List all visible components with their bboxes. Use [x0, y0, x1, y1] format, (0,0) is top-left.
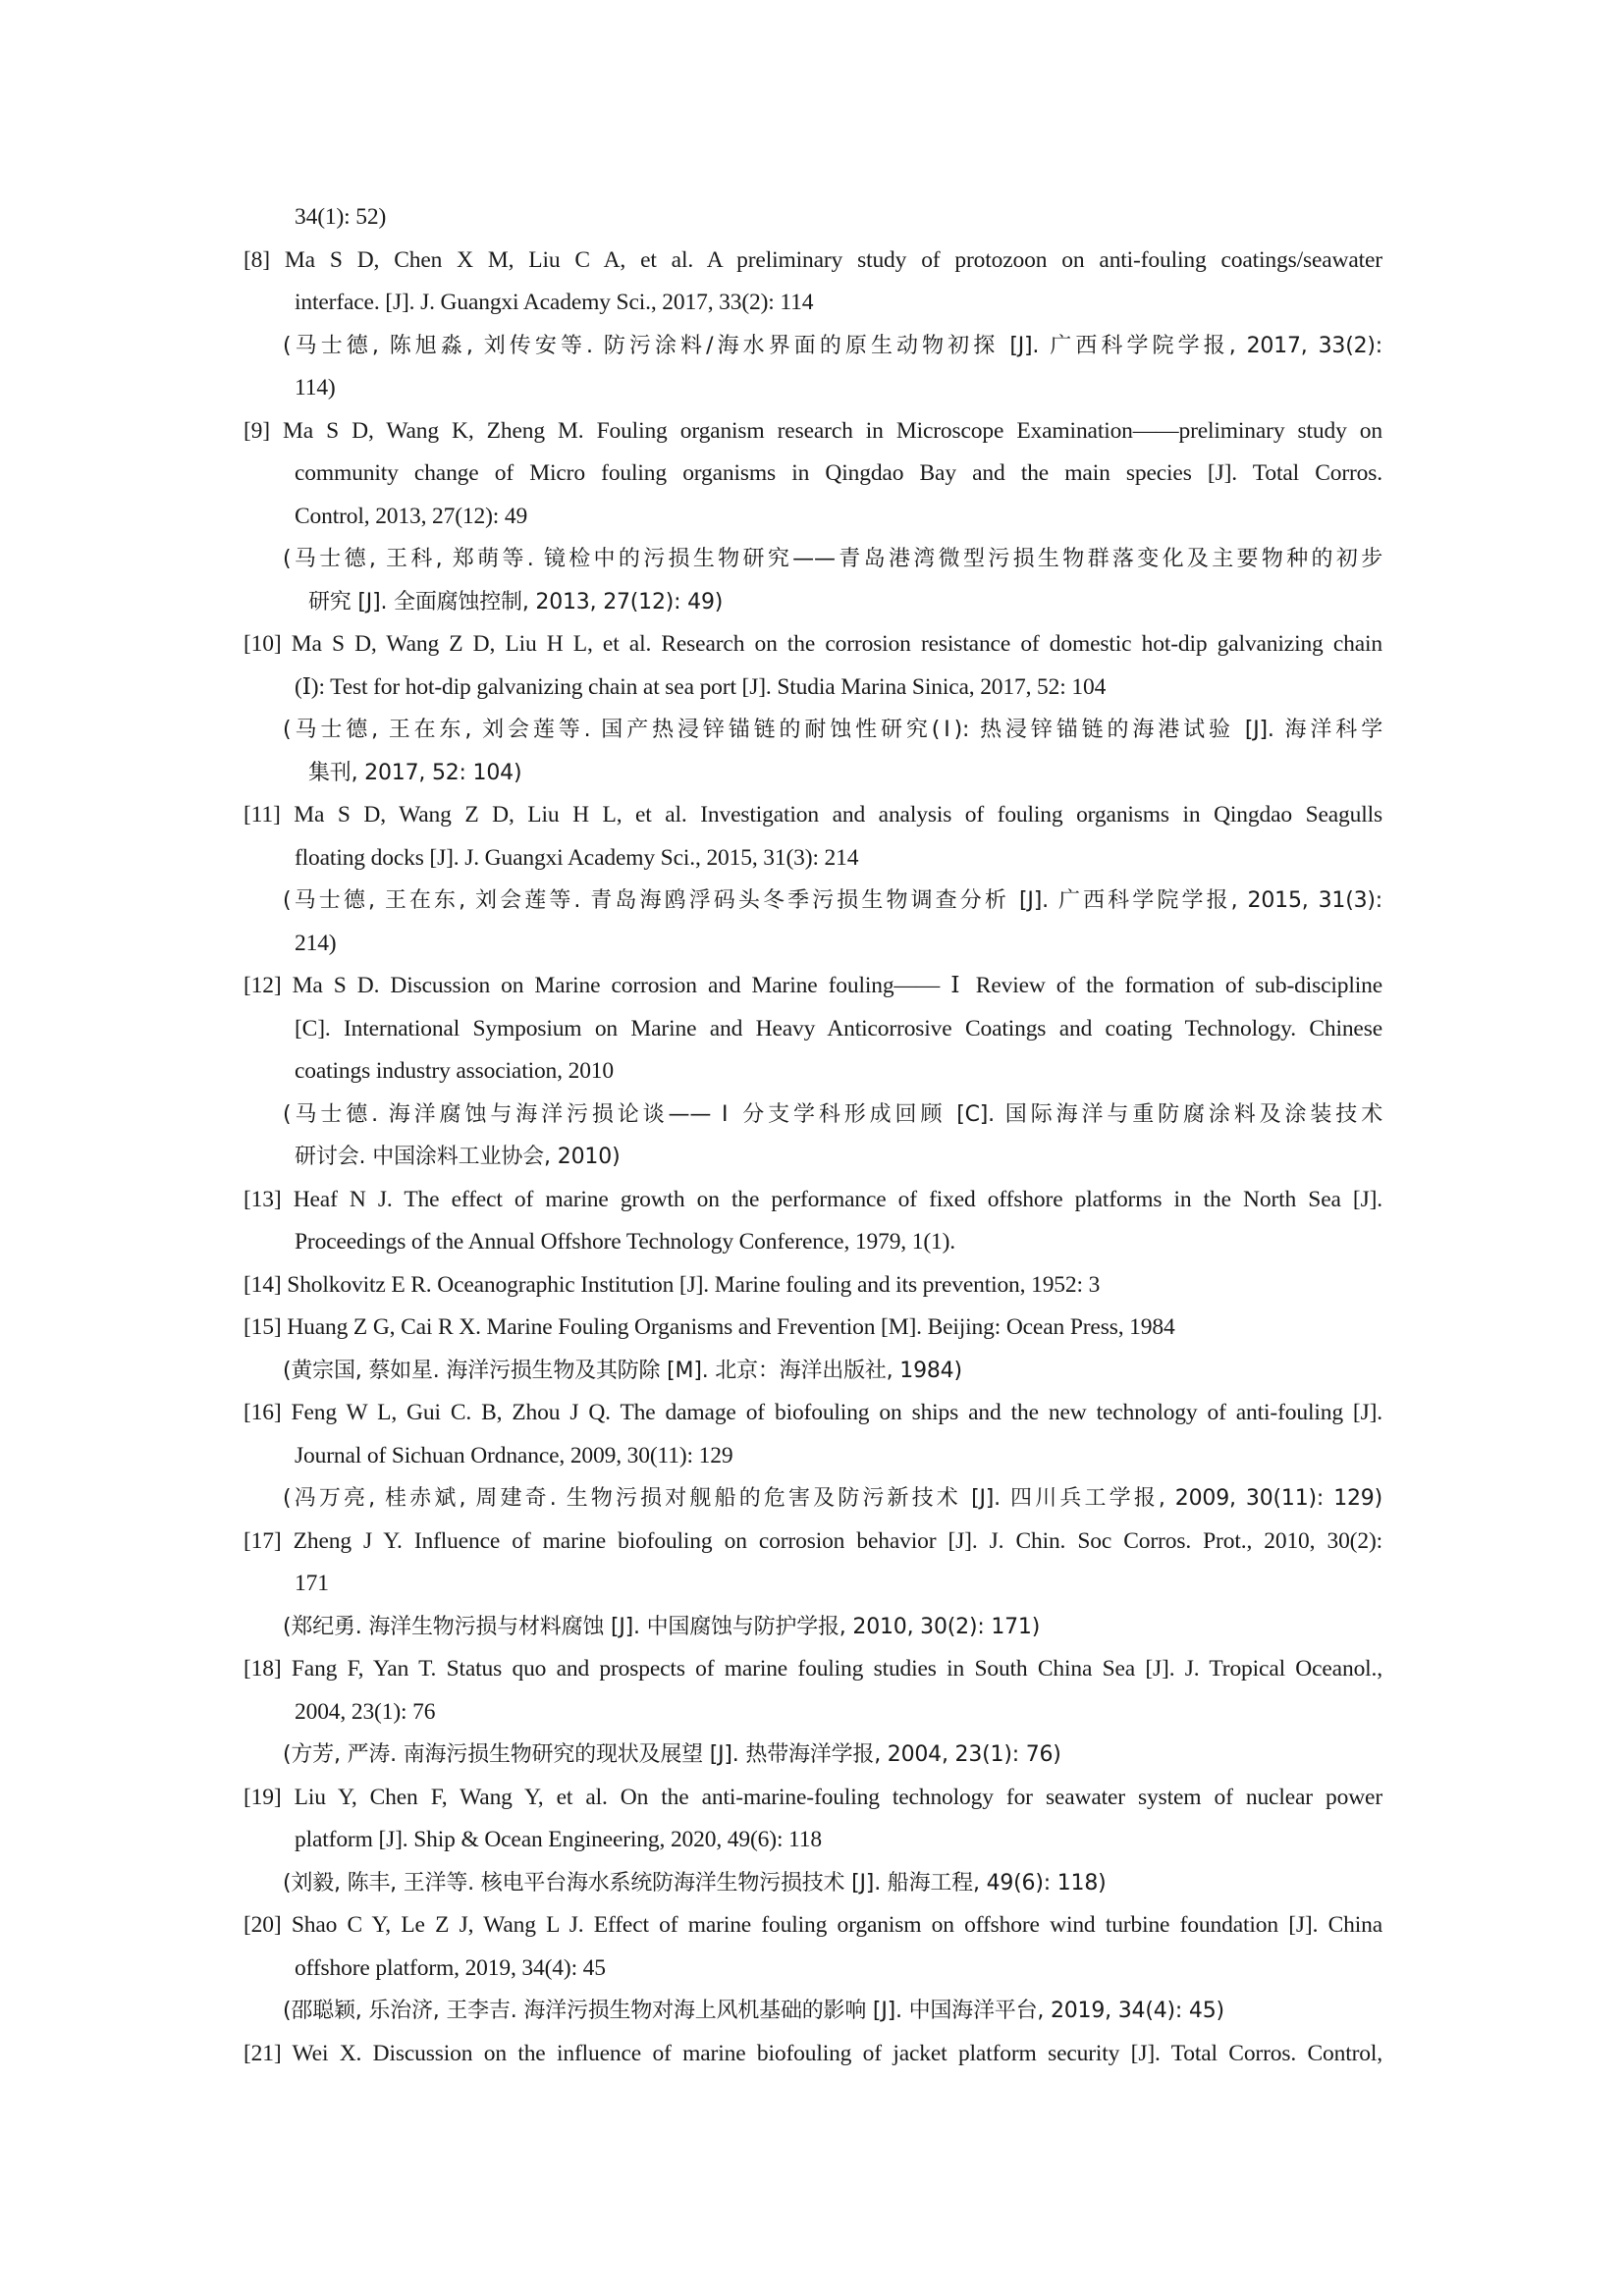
reference-line: (Ⅰ): Test for hot-dip galvanizing chain at sea port [J]. Studia Marina Sinica, 2017, 52: 104: [295, 673, 1107, 700]
reference-line: (马士德, 王在东, 刘会莲等. 青岛海鸥浮码头冬季污损生物调查分析 [J]. 广西科学院学报, 2015, 31(3):: [283, 888, 1382, 913]
reference-line: 研讨会. 中国涂料工业协会, 2010): [295, 1145, 621, 1169]
reference-line: (马士德, 王在东, 刘会莲等. 国产热浸锌锚链的耐蚀性研究(Ⅰ): 热浸锌锚链的海港试验 [J]. 海洋科学: [283, 718, 1382, 742]
reference-line: coatings industry association, 2010: [295, 1058, 615, 1084]
reference-line: 2004, 23(1): 76: [295, 1698, 436, 1725]
reference-line: community change of Micro fouling organisms in Qingdao Bay and the main species [J]. Total Corros.: [295, 460, 1382, 486]
reference-line: [13] Heaf N J. The effect of marine growth on the performance of fixed offshore platforms in the North Sea [J].: [244, 1186, 1382, 1212]
reference-line: [14] Sholkovitz E R. Oceanographic Institution [J]. Marine fouling and its prevention, 1952: 3: [244, 1271, 1101, 1298]
reference-line: platform [J]. Ship & Ocean Engineering, 2020, 49(6): 118: [295, 1827, 822, 1852]
reference-line: (郑纪勇. 海洋生物污损与材料腐蚀 [J]. 中国腐蚀与防护学报, 2010, 30(2): 171): [283, 1614, 1041, 1639]
reference-line: [11] Ma S D, Wang Z D, Liu H L, et al. Investigation and analysis of fouling organisms in Qingdao Seagulls: [244, 802, 1382, 828]
reference-line: (刘毅, 陈丰, 王洋等. 核电平台海水系统防海洋生物污损技术 [J]. 船海工程, 49(6): 118): [283, 1870, 1107, 1896]
reference-line: [8] Ma S D, Chen X M, Liu C A, et al. A preliminary study of protozoon on anti-fouling coatings/seawater: [244, 246, 1382, 273]
reference-line: 171: [295, 1571, 329, 1596]
reference-line: Proceedings of the Annual Offshore Technology Conference, 1979, 1(1).: [295, 1229, 956, 1255]
reference-line: (马士德. 海洋腐蚀与海洋污损论谈—— Ⅰ 分支学科形成回顾 [C]. 国际海洋与重防腐涂料及涂装技术: [283, 1101, 1382, 1127]
reference-line: (黄宗国, 蔡如星. 海洋污损生物及其防除 [M]. 北京：海洋出版社, 1984): [283, 1358, 962, 1383]
reference-line: 214): [295, 930, 337, 956]
reference-line: (冯万亮, 桂赤斌, 周建奇. 生物污损对舰船的危害及防污新技术 [J]. 四川兵工学报, 2009, 30(11): 129): [283, 1486, 1382, 1511]
reference-line: [15] Huang Z G, Cai R X. Marine Fouling Organisms and Frevention [M]. Beijing: Ocean Press, 1984: [244, 1314, 1175, 1340]
reference-line: floating docks [J]. J. Guangxi Academy Sci., 2015, 31(3): 214: [295, 844, 859, 871]
reference-line: [21] Wei X. Discussion on the influence of marine biofouling of jacket platform security [J]. Total Corros. Control,: [244, 2040, 1382, 2066]
reference-list: [244, 196, 1382, 2075]
reference-line: Journal of Sichuan Ordnance, 2009, 30(11): 129: [295, 1442, 733, 1468]
reference-line: 34(1): 52): [295, 204, 387, 230]
reference-line: offshore platform, 2019, 34(4): 45: [295, 1954, 606, 1981]
reference-line: (马士德, 陈旭淼, 刘传安等. 防污涂料/海水界面的原生动物初探 [J]. 广西科学院学报, 2017, 33(2):: [283, 333, 1382, 358]
reference-line: 集刊, 2017, 52: 104): [308, 760, 522, 785]
reference-line: [12] Ma S D. Discussion on Marine corrosion and Marine fouling—— Ⅰ Review of the formation of sub-discipline: [244, 973, 1382, 998]
reference-line: interface. [J]. J. Guangxi Academy Sci., 2017, 33(2): 114: [295, 290, 814, 315]
reference-line: 研究 [J]. 全面腐蚀控制, 2013, 27(12): 49): [308, 589, 724, 614]
reference-line: [9] Ma S D, Wang K, Zheng M. Fouling organism research in Microscope Examination——preliminary study on: [244, 417, 1382, 444]
reference-line: [18] Fang F, Yan T. Status quo and prospects of marine fouling studies in South China Sea [J]. J. Tropical Oceanol.,: [244, 1656, 1382, 1682]
reference-line: Control, 2013, 27(12): 49: [295, 503, 528, 529]
reference-line: [16] Feng W L, Gui C. B, Zhou J Q. The damage of biofouling on ships and the new technology of anti-fouling [J].: [244, 1400, 1382, 1425]
reference-line: [17] Zheng J Y. Influence of marine biofouling on corrosion behavior [J]. J. Chin. Soc Corros. Prot., 2010, 30(2):: [244, 1527, 1382, 1554]
reference-line: 114): [295, 375, 336, 400]
reference-line: (马士德, 王科, 郑萌等. 镜检中的污损生物研究——青岛港湾微型污损生物群落变化及主要物种的初步: [283, 547, 1382, 571]
reference-line: (邵聪颖, 乐治济, 王李吉. 海洋污损生物对海上风机基础的影响 [J]. 中国海洋平台, 2019, 34(4): 45): [283, 1999, 1224, 2023]
reference-line: [20] Shao C Y, Le Z J, Wang L J. Effect of marine fouling organism on offshore wind turbine foundation [J]. China: [244, 1912, 1382, 1938]
reference-line: [C]. International Symposium on Marine and Heavy Anticorrosive Coatings and coating Technology. Chinese: [295, 1015, 1382, 1041]
reference-line: (方芳, 严涛. 南海污损生物研究的现状及展望 [J]. 热带海洋学报, 2004, 23(1): 76): [283, 1742, 1061, 1767]
reference-line: [19] Liu Y, Chen F, Wang Y, et al. On the anti-marine-fouling technology for seawater system of nuclear power: [244, 1784, 1382, 1810]
reference-line: [10] Ma S D, Wang Z D, Liu H L, et al. Research on the corrosion resistance of domestic hot-dip galvanizing chain: [244, 631, 1382, 657]
